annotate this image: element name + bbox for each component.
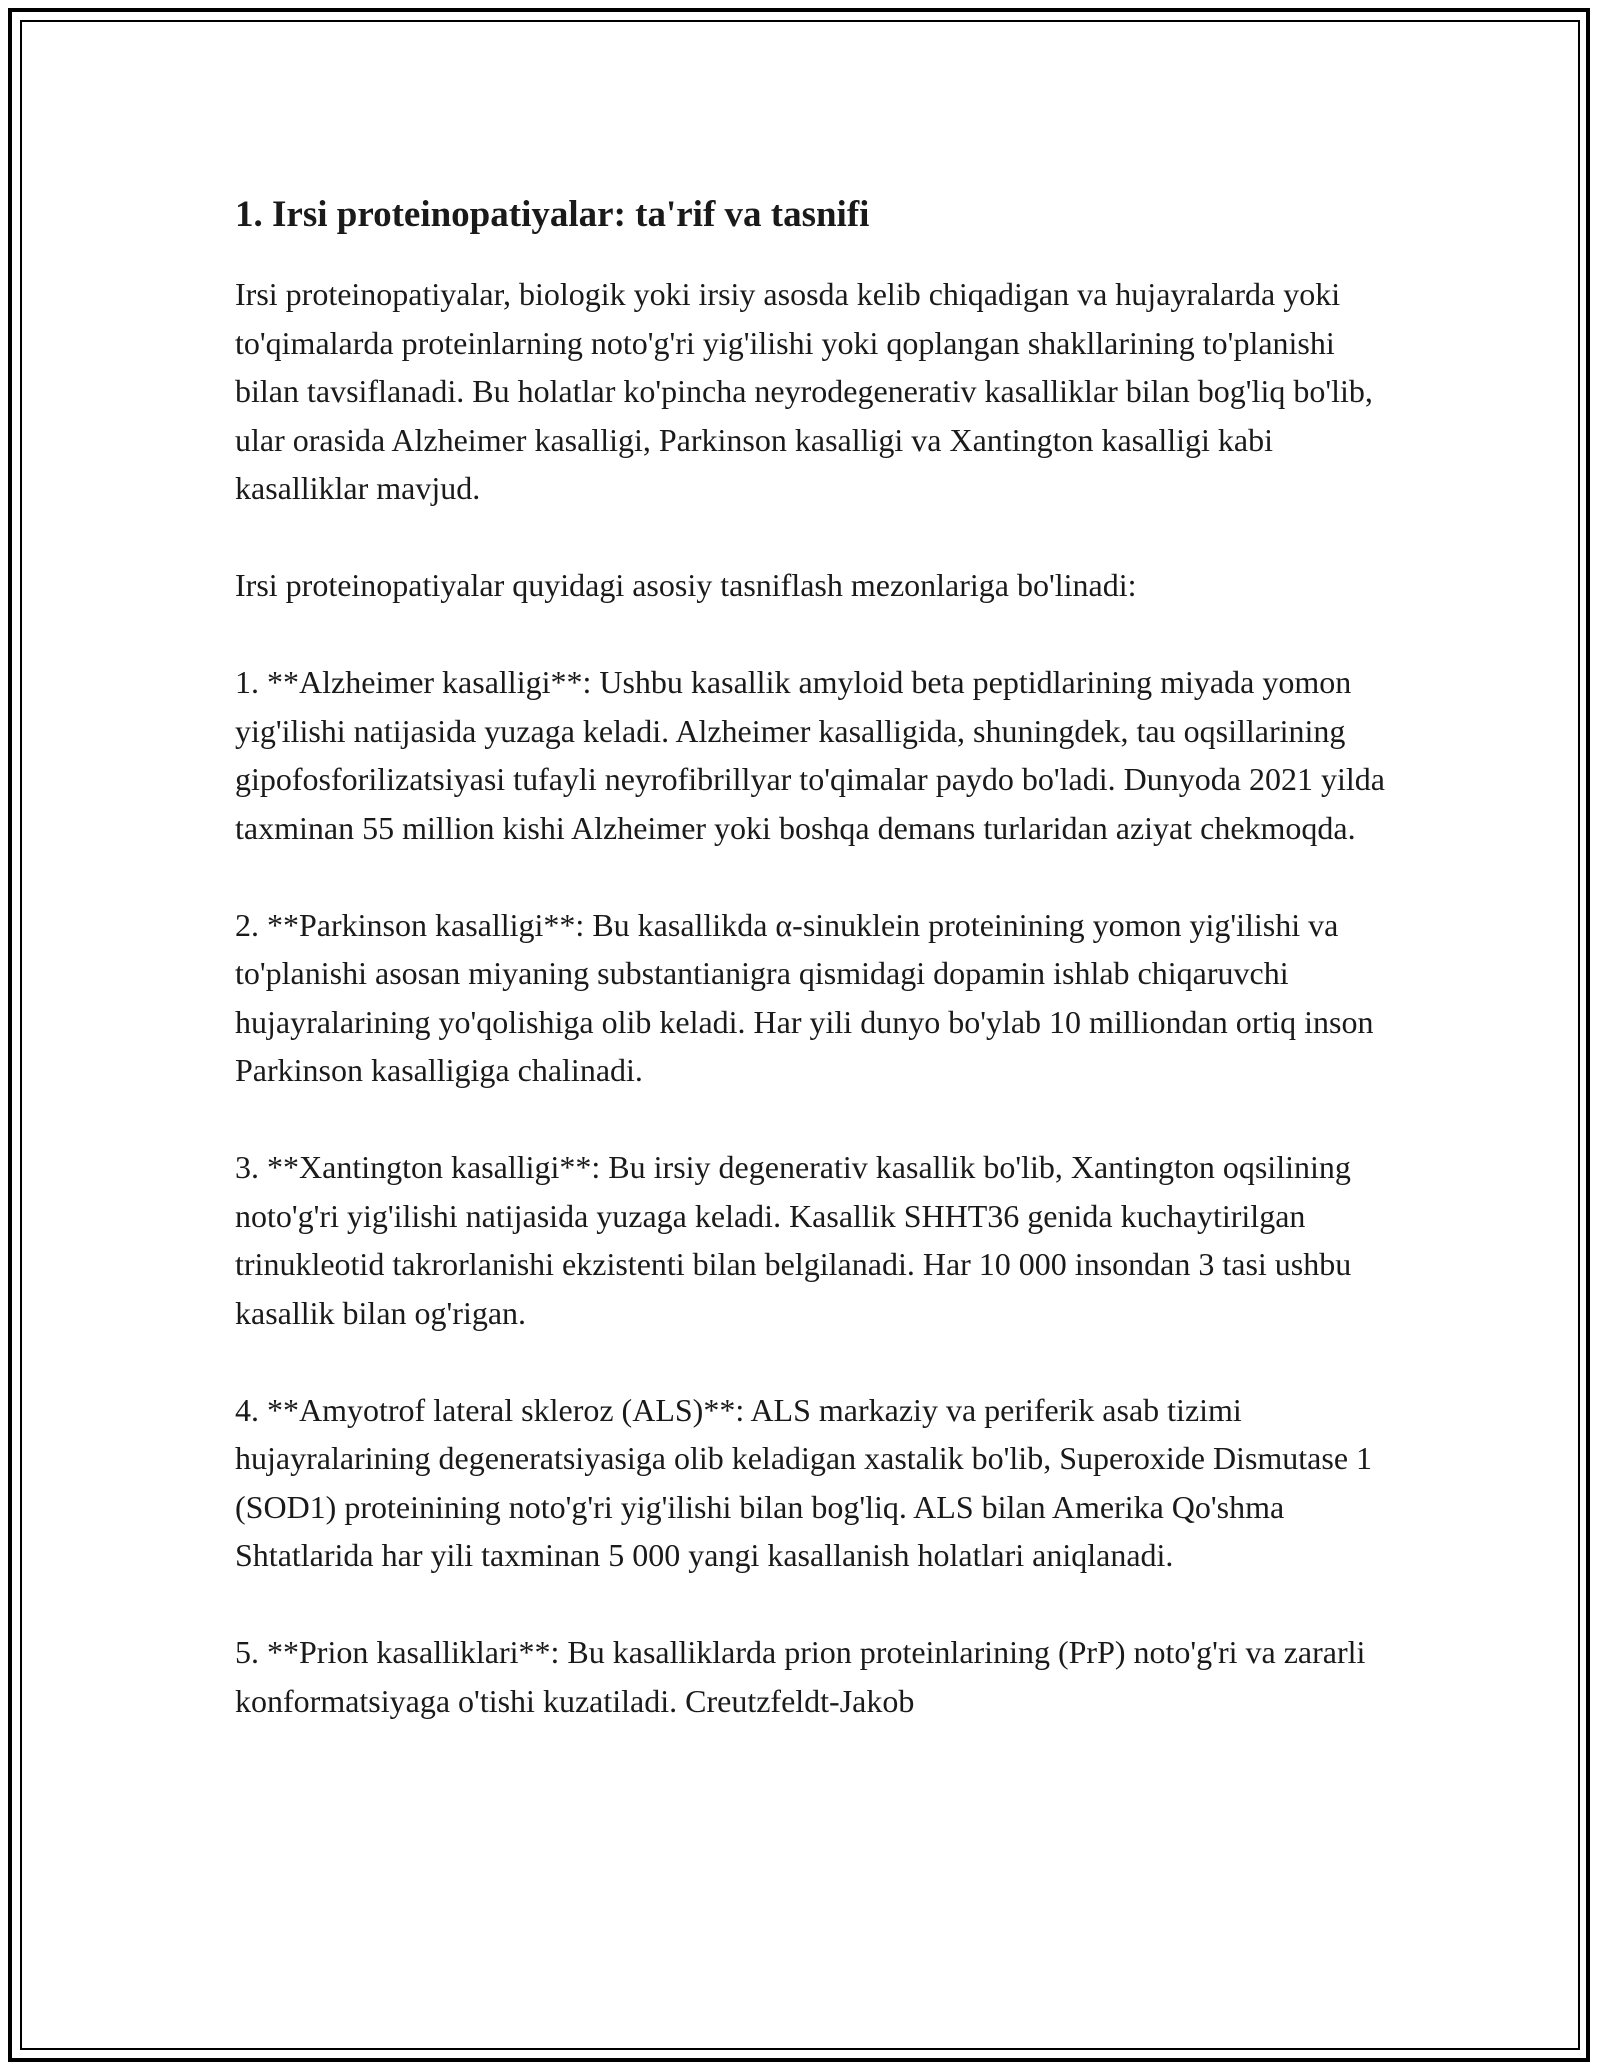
- intro-paragraph: Irsi proteinopatiyalar, biologik yoki irsiy asosda kelib chiqadigan va hujayralarda yoki to'qimalarda proteinlarning noto'g'ri yig'ilishi yoki qoplangan shakllarining to'planishi bilan tavsiflanadi. Bu holatlar ko'pincha neyrodegenerativ kasalliklar bilan bog'liq bo'lib, ular orasida Alzheimer kasalligi, Parkinson kasalligi va Xantington kasalligi kabi kasalliklar mavjud.: [235, 276, 1373, 506]
- item-prion: 5. **Prion kasalliklari**: Bu kasalliklarda prion proteinlarining (PrP) noto'g'ri va zararli konformatsiyaga o'tishi kuzatiladi. Creutzfeldt-Jakob: [235, 1634, 1366, 1719]
- item-als: 4. **Amyotrof lateral skleroz (ALS)**: ALS markaziy va periferik asab tizimi hujayralarining degeneratsiyasiga olib keladigan xastalik bo'lib, Superoxide Dismutase 1 (SOD1) proteinining noto'g'ri yig'ilishi bilan bog'liq. ALS bilan Amerika Qo'shma Shtatlarida har yili taxminan 5 000 yangi kasallanish holatlari aniqlanadi.: [235, 1391, 1373, 1573]
- item-alzheimer: 1. **Alzheimer kasalligi**: Ushbu kasallik amyloid beta peptidlarining miyada yomon yig'ilishi natijasida yuzaga keladi. Alzheimer kasalligida, shuningdek, tau oqsillarining gipofosforilizatsiyasi tufayli neyrofibrillyar to'qimalar paydo bo'ladi. Dunyoda 2021 yilda taxminan 55 million kishi Alzheimer yoki boshqa demans turlaridan aziyat chekmoqda.: [235, 664, 1385, 846]
- item-huntington: 3. **Xantington kasalligi**: Bu irsiy degenerativ kasallik bo'lib, Xantington oqsilining noto'g'ri yig'ilishi natijasida yuzaga keladi. Kasallik SHHT36 genida kuchaytirilgan trinukleotid takrorlanishi ekzistenti bilan belgilanadi. Har 10 000 insondan 3 tasi ushbu kasallik bilan og'rigan.: [235, 1149, 1352, 1331]
- section-heading: 1. Irsi proteinopatiyalar: ta'rif va tasnifi: [235, 194, 870, 235]
- document-body: [235, 188, 1385, 1774]
- classification-intro: Irsi proteinopatiyalar quyidagi asosiy tasniflash mezonlariga bo'linadi:: [235, 567, 1137, 603]
- item-parkinson: 2. **Parkinson kasalligi**: Bu kasallikda α-sinuklein proteinining yomon yig'ilishi va to'planishi asosan miyaning substantianigra qismidagi dopamin ishlab chiqaruvchi hujayralarining yo'qolishiga olib keladi. Har yili dunyo bo'ylab 10 milliondan ortiq inson Parkinson kasalligiga chalinadi.: [235, 906, 1374, 1088]
